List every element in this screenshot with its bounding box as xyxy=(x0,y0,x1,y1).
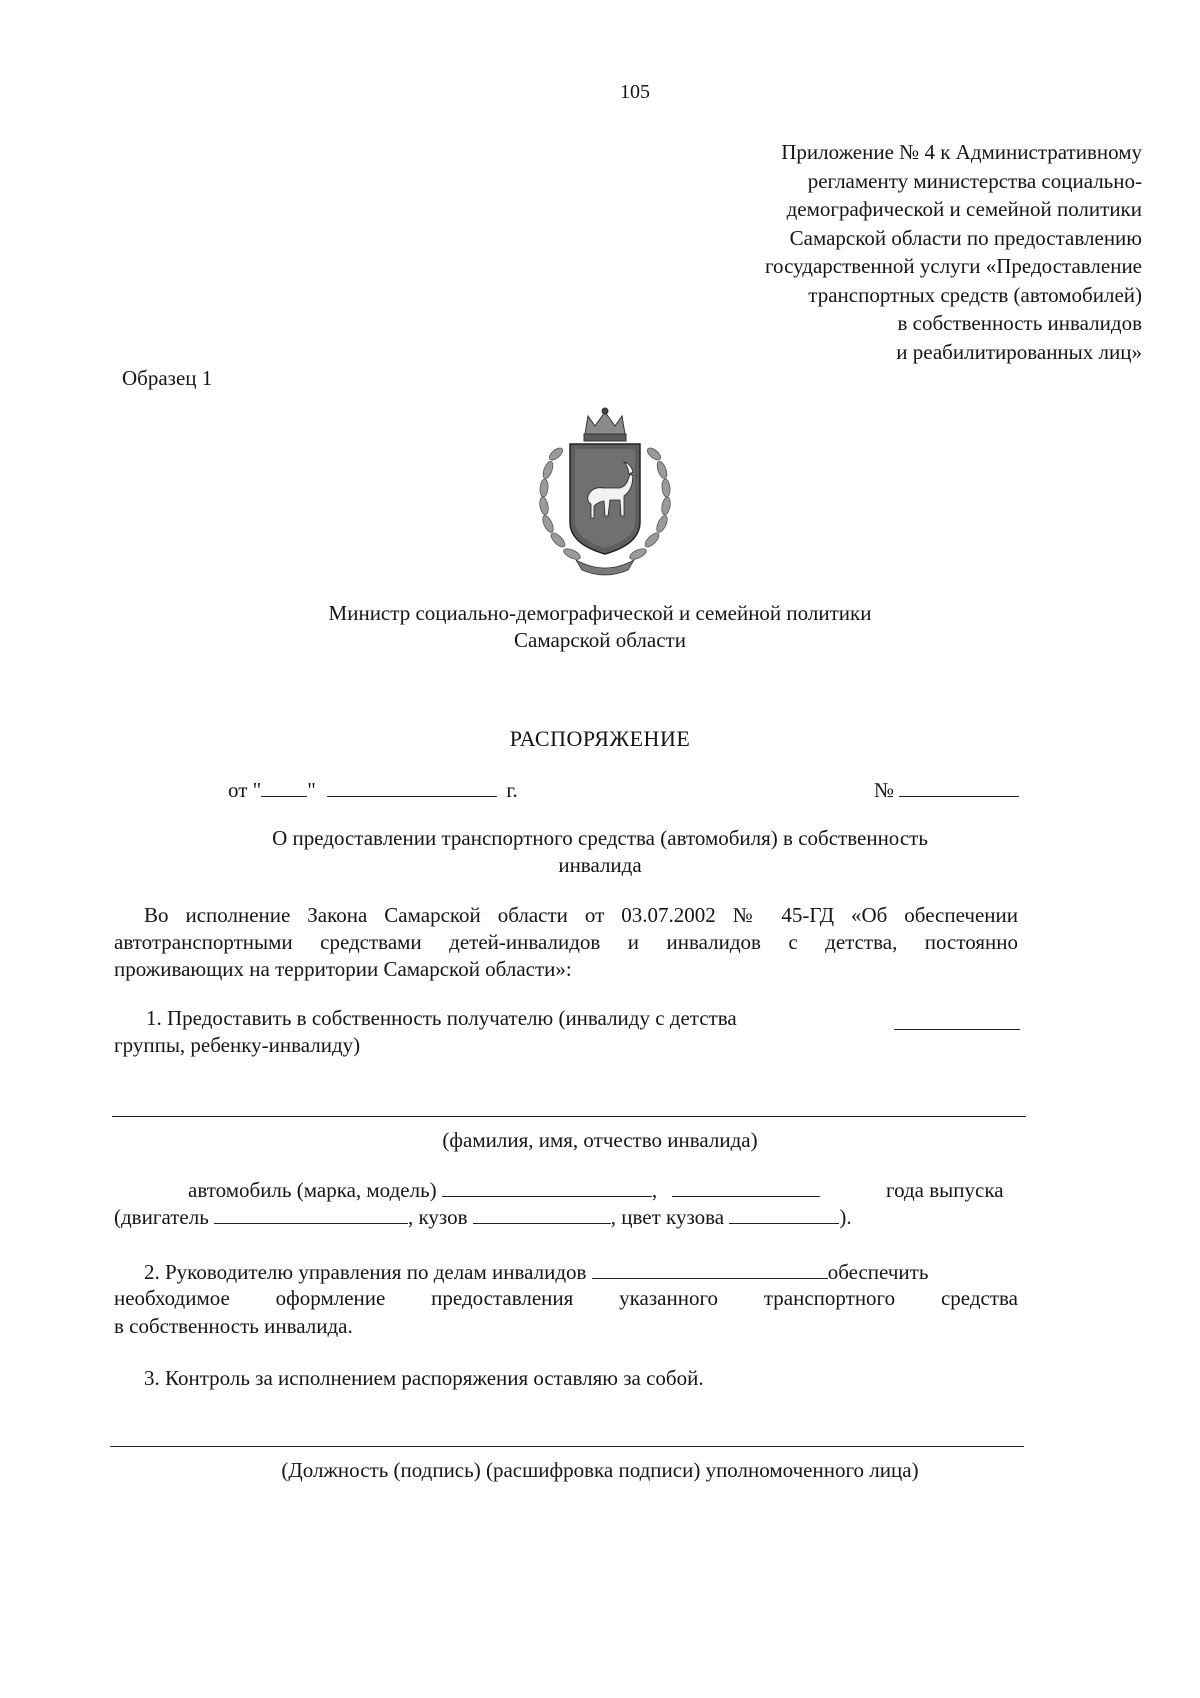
item-1-line2: группы, ребенку-инвалиду) xyxy=(114,1033,361,1057)
item-2-line3: в собственность инвалида. xyxy=(114,1314,353,1338)
subject-heading xyxy=(0,825,1200,879)
engine-blank[interactable] xyxy=(214,1204,408,1224)
preamble-line: автотранспортными средствами детей-инвалидов и инвалидов с детства, постоянно xyxy=(114,930,1018,954)
department-head-blank[interactable] xyxy=(592,1259,828,1279)
item-3-text: 3. Контроль за исполнением распоряжения оставляю за собой. xyxy=(144,1366,704,1390)
engine-label: (двигатель xyxy=(114,1205,209,1229)
appendix-line: Приложение № 4 к Административному xyxy=(781,140,1142,164)
appendix-line: транспортных средств (автомобилей) xyxy=(808,282,1142,307)
subject-line: инвалида xyxy=(558,853,642,877)
color-blank[interactable] xyxy=(729,1204,839,1224)
appendix-line: Самарской области по предоставлению xyxy=(789,225,1142,250)
item-2-lead: 2. Руководителю управления по делам инвалидов xyxy=(144,1260,587,1284)
year-suffix: г. xyxy=(506,778,518,802)
month-blank[interactable] xyxy=(327,777,497,797)
appendix-line: и реабилитированных лиц» xyxy=(896,339,1142,364)
date-field[interactable] xyxy=(228,776,518,804)
number-label: № xyxy=(874,778,895,802)
car-year-label: года выпуска xyxy=(886,1178,1004,1202)
item-1-text: 1. Предоставить в собственность получателю (инвалиду с детства xyxy=(146,1006,737,1030)
preamble-line: Во исполнение Закона Самарской области от 03.07.2002 № 45-ГД «Об обеспечении xyxy=(144,903,1018,927)
car-comma: , xyxy=(651,1178,658,1202)
item-2-line2: необходимое оформление предоставления указанного транспортного средства xyxy=(114,1286,1018,1310)
car-model-row xyxy=(188,1176,820,1204)
ministry-title xyxy=(0,600,1200,654)
day-blank[interactable] xyxy=(261,777,307,797)
ministry-line: Министр социально-демографической и семейной политики xyxy=(328,601,872,625)
fio-line[interactable] xyxy=(112,1116,1026,1117)
page-number: 105 xyxy=(620,81,650,103)
subject-line: О предоставлении транспортного средства (автомобиля) в собственность xyxy=(272,826,928,850)
samara-coat-of-arms-icon xyxy=(532,404,678,576)
ministry-line: Самарской области xyxy=(514,628,686,652)
item-2-action: обеспечить xyxy=(827,1260,929,1284)
body-blank[interactable] xyxy=(473,1204,611,1224)
appendix-line: регламенту министерства социально- xyxy=(807,168,1142,193)
body-label: , кузов xyxy=(408,1205,468,1229)
disability-group-blank[interactable] xyxy=(894,1010,1020,1030)
number-blank[interactable] xyxy=(899,777,1019,797)
car-model-blank[interactable] xyxy=(442,1177,652,1197)
car-close: ). xyxy=(839,1205,852,1229)
appendix-line: государственной услуги «Предоставление xyxy=(764,254,1142,278)
color-label: , цвет кузова xyxy=(610,1205,725,1229)
car-year-blank[interactable] xyxy=(672,1177,820,1197)
number-field[interactable] xyxy=(874,776,1019,804)
date-quote: " xyxy=(307,778,316,802)
date-prefix: от " xyxy=(228,778,262,802)
sample-label: Образец 1 xyxy=(122,366,213,390)
signature-line[interactable] xyxy=(110,1446,1024,1447)
car-details-row xyxy=(114,1203,852,1231)
appendix-line: демографической и семейной политики xyxy=(786,197,1142,221)
preamble-paragraph xyxy=(114,902,1018,983)
signature-caption: (Должность (подпись) (расшифровка подписи) уполномоченного лица) xyxy=(281,1458,919,1482)
appendix-line: в собственность инвалидов xyxy=(897,311,1142,335)
preamble-line: проживающих на территории Самарской области»: xyxy=(114,957,572,981)
car-label: автомобиль (марка, модель) xyxy=(188,1178,437,1202)
item-2-text xyxy=(144,1258,928,1286)
appendix-header xyxy=(765,138,1142,366)
fio-caption: (фамилия, имя, отчество инвалида) xyxy=(442,1128,758,1152)
document-type-heading: РАСПОРЯЖЕНИЕ xyxy=(509,726,691,751)
